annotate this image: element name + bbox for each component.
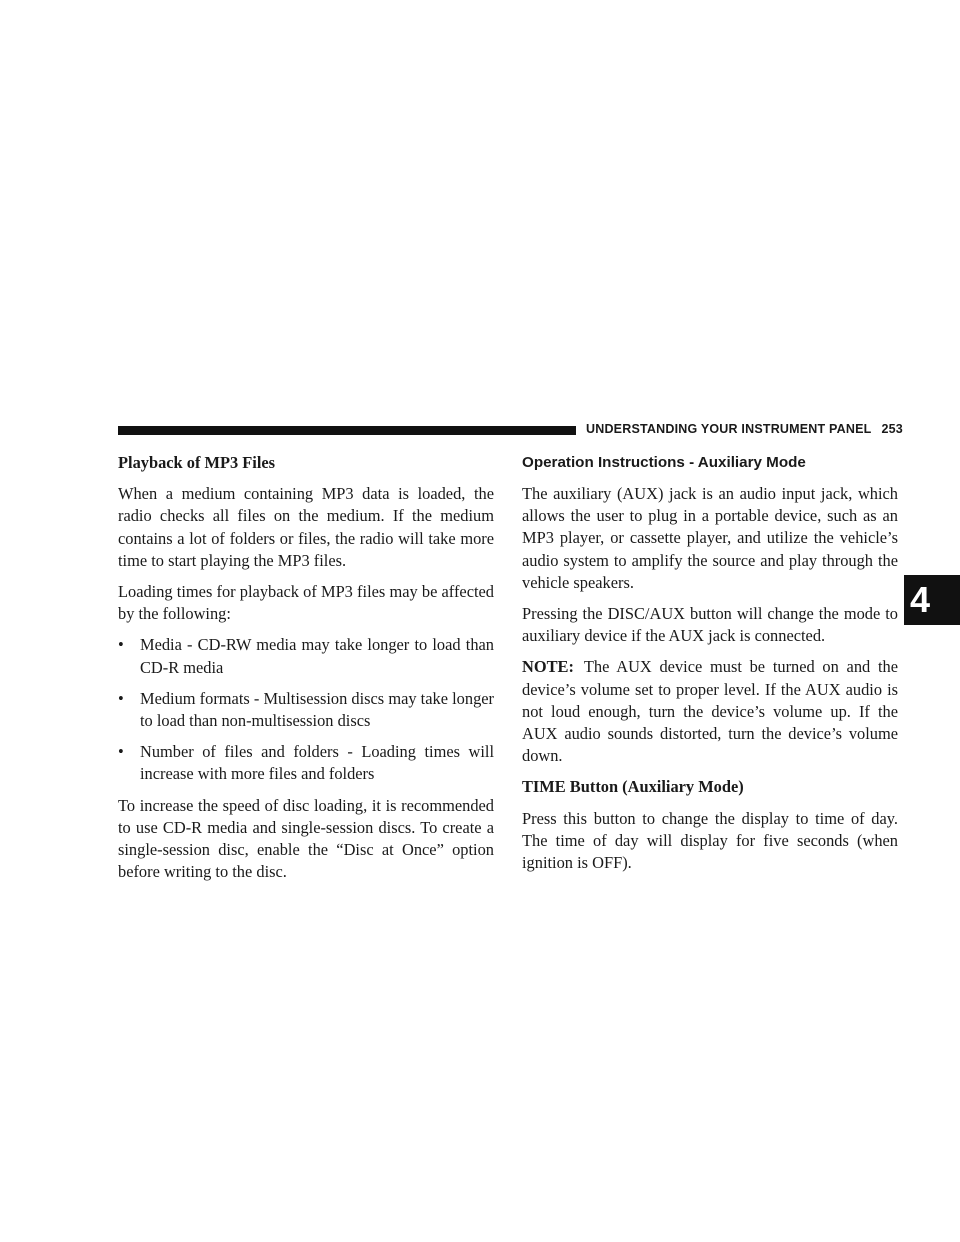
chapter-tab: 4 bbox=[904, 575, 960, 625]
page-number: 253 bbox=[881, 422, 903, 436]
paragraph: Loading times for playback of MP3 files may be affected by the following: bbox=[118, 582, 494, 624]
right-column bbox=[522, 452, 898, 883]
aux-mode-heading: Operation Instructions - Auxiliary Mode bbox=[522, 454, 806, 471]
paragraph: To increase the speed of disc loading, it is recommended to use CD-R media and single-session discs. To create a single-session disc, enable the “Disc at Once” option before writing to the disc. bbox=[118, 795, 494, 882]
paragraph: When a medium containing MP3 data is loaded, the radio checks all files on the medium. If the medium contains a lot of folders or files, the radio will take more time to start playing the MP3 files. bbox=[118, 484, 494, 570]
left-column bbox=[118, 452, 494, 892]
paragraph: Pressing the DISC/AUX button will change the mode to auxiliary device if the AUX jack is connected. bbox=[522, 604, 898, 646]
list-item: • Number of files and folders - Loading times will increase with more files and folders bbox=[118, 741, 494, 785]
list-item: • Medium formats - Multisession discs may take longer to load than non-multisession discs bbox=[118, 688, 494, 732]
paragraph: Press this button to change the display to time of day. The time of day will display for five seconds (when ignition is OFF). bbox=[522, 808, 898, 873]
section-title: UNDERSTANDING YOUR INSTRUMENT PANEL bbox=[586, 422, 872, 436]
header-rule bbox=[118, 426, 576, 435]
running-header bbox=[586, 422, 906, 436]
loading-factors-list bbox=[118, 634, 494, 785]
mp3-playback-heading: Playback of MP3 Files bbox=[118, 453, 276, 472]
paragraph: The auxiliary (AUX) jack is an audio input jack, which allows the user to plug in a portable device, such as an MP3 player, or cassette player, and utilize the vehicle’s audio system to amplify the source and play through the vehicle speakers. bbox=[522, 484, 898, 592]
note-label: NOTE: bbox=[522, 657, 574, 677]
list-item: • Media - CD-RW media may take longer to load than CD-R media bbox=[118, 634, 494, 678]
time-button-heading: TIME Button (Auxiliary Mode) bbox=[522, 777, 744, 797]
note-text: The AUX device must be turned on and the device’s volume set to proper level. If the AUX audio is not loud enough, turn the device’s volume up. If the AUX audio sounds distorted, turn the device’s volume down. bbox=[522, 657, 898, 766]
note-paragraph bbox=[522, 656, 898, 767]
